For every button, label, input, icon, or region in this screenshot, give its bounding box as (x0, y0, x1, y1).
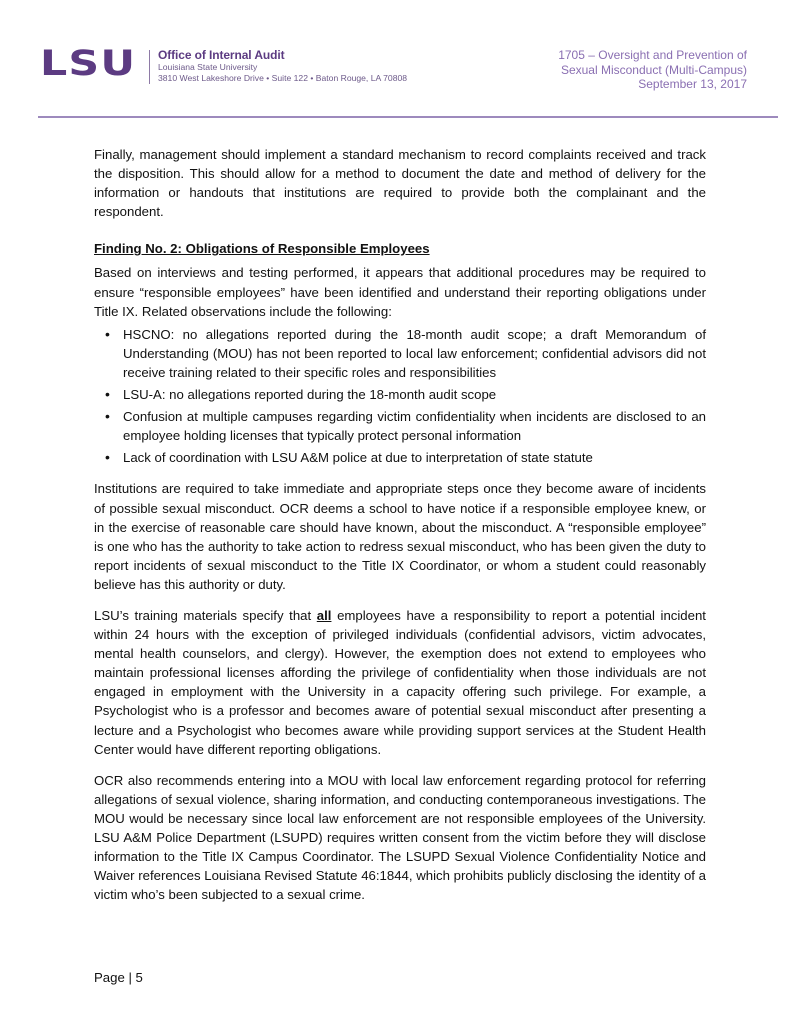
page-header (0, 0, 800, 120)
training-paragraph (94, 606, 706, 759)
list-item: • LSU-A: no allegations reported during the 18-month audit scope (94, 385, 706, 404)
list-item: • Confusion at multiple campuses regarding victim confidentiality when incidents are disclosed to an employee holding licenses that typically protect personal information (94, 407, 706, 445)
emphasis-all: all (316, 607, 332, 623)
page-number: Page | 5 (94, 970, 143, 985)
finding-heading: Finding No. 2: Obligations of Responsible Employees (94, 241, 430, 257)
report-meta (558, 48, 747, 92)
observations-list (94, 325, 706, 468)
header-divider (38, 116, 778, 118)
finding-intro-paragraph: Based on interviews and testing performed, it appears that additional procedures may be required to ensure “responsible employees” have been identified and understand their reporting obligations under Title IX. Related observations include the following: (94, 265, 706, 319)
report-title-line2: Sexual Misconduct (Multi-Campus) (560, 62, 747, 77)
report-date: September 13, 2017 (638, 77, 747, 91)
office-block (158, 48, 407, 83)
training-text-end: employees have a responsibility to report a potential incident within 24 hours with the exception of privileged individuals (confidential advisors, victim advocates, mental health counselors, and clergy). However, the exemption does not extend to employees who maintain professional licenses affording the privilege of confidentiality when those individuals are not engaged in employment with the University in a capacity offering such privilege. For example, a Psychologist who is a professor and becomes aware of potential sexual misconduct after presenting a lecture and a Psychologist who becomes aware while providing support services at the Student Health Center would have different reporting obligations. (94, 607, 706, 757)
institutions-paragraph: Institutions are required to take immediate and appropriate steps once they become aware of incidents of possible sexual misconduct. OCR deems a school to have notice if a responsible employee knew, or in the exercise of reasonable care should have known, about the misconduct. A “responsible employee” is one who has the authority to take action to redress sexual misconduct, who has been given the duty to report incidents of sexual misconduct to the Title IX Coordinator, or whom a student could reasonably believe has this authority or duty. (94, 481, 706, 592)
office-address: 3810 West Lakeshore Drive • Suite 122 • Baton Rouge, LA 70808 (158, 72, 408, 83)
logo-divider (149, 50, 150, 84)
intro-paragraph: Finally, management should implement a standard mechanism to record complaints received and track the disposition. This should allow for a method to document the date and method of delivery for the information or handouts that institutions are required to provide both the complainant and the respondent. (94, 147, 706, 220)
list-item: • HSCNO: no allegations reported during the 18-month audit scope; a draft Memorandum of Understanding (MOU) has not been reported to local law enforcement; confidential advisors did not receive training related to their specific roles and responsibilities (94, 325, 706, 382)
lsu-logo: LSU (40, 44, 137, 84)
office-name: Office of Internal Audit (158, 48, 285, 62)
university-name: Louisiana State University (158, 62, 258, 72)
list-item: • Lack of coordination with LSU A&M police at due to interpretation of state statute (94, 448, 706, 467)
training-text-start: LSU’s training materials specify that (94, 607, 317, 623)
page-body (94, 145, 706, 916)
report-title-line1: 1705 – Oversight and Prevention of (558, 48, 747, 62)
ocr-paragraph: OCR also recommends entering into a MOU with local law enforcement regarding protocol for referring allegations of sexual violence, sharing information, and conducting contemporaneous investigations. The MOU would be necessary since local law enforcement are not responsible employees of the University. LSU A&M Police Department (LSUPD) requires written consent from the victim before they will disclose information to the Title IX Campus Coordinator. The LSUPD Sexual Violence Confidentiality Notice and Waiver references Louisiana Revised Statute 46:1844, which prohibits publicly disclosing the identity of a victim who’s been subjected to a sexual crime. (94, 772, 706, 903)
